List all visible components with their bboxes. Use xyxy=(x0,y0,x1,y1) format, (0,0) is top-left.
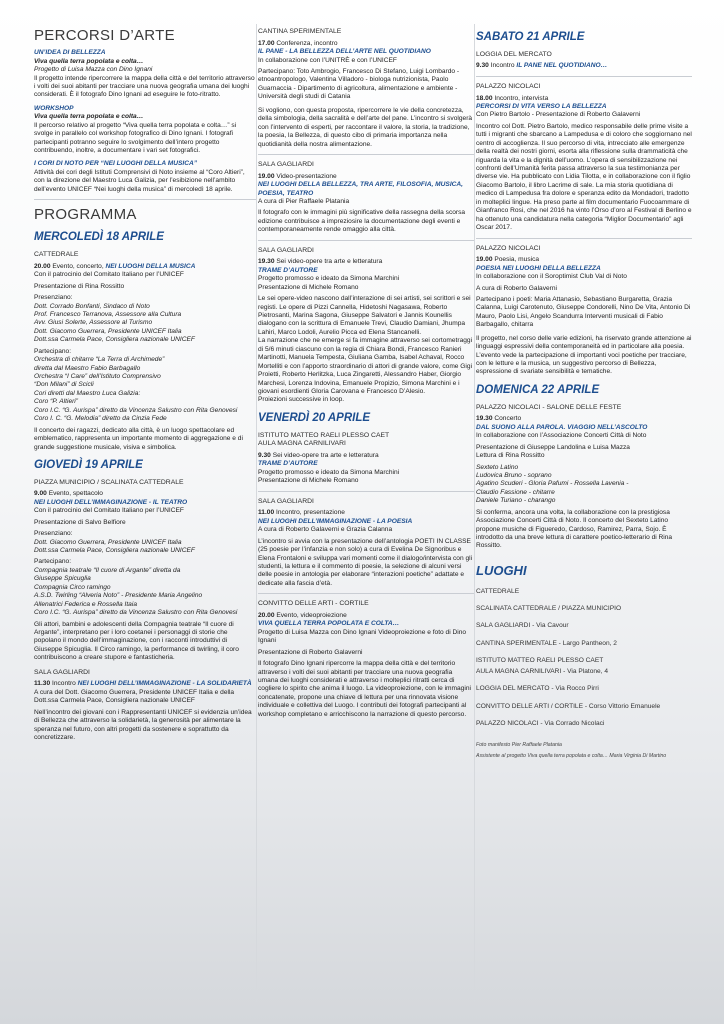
place-heading: SALA GAGLIARDI xyxy=(258,160,314,168)
event-time: 19.00 xyxy=(476,256,493,264)
divider xyxy=(258,491,474,492)
column-divider xyxy=(474,24,475,1002)
musician: Agatino Scuderi - Gloria Pafumi - Rossella Lavenia - xyxy=(476,480,629,488)
participant: diretta dal Maestro Fabio Barbagallo xyxy=(34,364,141,372)
workshop-text: Il percorso relativo al progetto “Viva quella terra popolata e colta…” si svolge in parallelo col workshop fotografico di Dino Ignani. I fotografi partecipanti potranno seguire lo svolgimento dell’intero progetto contribuendo, inoltre, a documentare i vari set fotografici. xyxy=(34,121,237,154)
luoghi-title: LUOGHI xyxy=(476,562,527,578)
event-block xyxy=(476,95,692,233)
participant: Orchestra “I Care” dell’Istituto Comprensivo xyxy=(34,373,161,381)
place-heading: LOGGIA DEL MERCATO xyxy=(476,50,552,58)
attendee: Dott. Giacomo Guerrera, Presidente UNICEF Italia xyxy=(34,327,182,335)
event-title: DAL SUONO ALLA PAROLA. VIAGGIO NELL’ASCOLTO xyxy=(476,423,648,431)
attendee: Dott.ssa Carmela Pace, Consigliera nazionale UNICEF xyxy=(34,547,195,554)
event-type: Evento, videoproiezione xyxy=(276,611,347,619)
event-time: 19.30 xyxy=(258,258,275,266)
attendees-label: Presenziano: xyxy=(34,530,73,538)
event-time: 9.00 xyxy=(34,490,47,498)
attendee: Dott.ssa Carmela Pace, Consigliera nazionale UNICEF xyxy=(34,336,195,344)
place-heading: PIAZZA MUNICIPIO / SCALINATA CATTEDRALE xyxy=(34,478,184,486)
event-time: 11.00 xyxy=(258,509,275,517)
event-block xyxy=(476,415,692,551)
day-heading: VENERDÌ 20 APRILE xyxy=(258,411,371,424)
participant: Compagnia Circo ramingo xyxy=(34,583,111,591)
programma-title: PROGRAMMA xyxy=(34,206,137,224)
event-reader: Lettura di Rina Rossitto xyxy=(476,452,545,460)
event-type: Conferenza, incontro xyxy=(276,39,338,47)
place-heading: AULA MAGNA CARNILIVARI xyxy=(258,440,346,448)
musician: Ludovica Bruno - soprano xyxy=(476,471,552,479)
event-type: Incontro, presentazione xyxy=(275,509,345,517)
event-presenter: Presentazione di Salvo Belfiore xyxy=(34,518,126,526)
event-type: Sei video-opere tra arte e letteratura xyxy=(276,258,383,266)
event-curator: A cura di Pier Raffaele Platania xyxy=(258,197,350,205)
venue-item: CATTEDRALE xyxy=(476,587,520,595)
idea-block xyxy=(34,49,256,100)
event-curator: A cura del Dott. Giacomo Guerrera, Presidente UNICEF Italia e della Dott.ssa Carmela Pace, Consigliera nazionale UNICEF xyxy=(34,688,235,705)
venue-item: LOGGIA DEL MERCATO - Via Rocco Pirri xyxy=(476,685,599,693)
event-type: Incontro xyxy=(51,680,76,688)
participant: Coro I.C. “G. Aurispa” diretto da Vincenza Salustro con Rita Genovesi xyxy=(34,406,238,414)
day-heading: MERCOLEDÌ 18 APRILE xyxy=(34,231,164,244)
event-description: Nell’incontro dei giovani con i Rappresentanti UNICEF si evidenzia un’idea di Bellezza che attraverso la solidarietà, la generosità per alimentare la speranza nel futuro, con altri progetti da sostenere e soprattutto da concretizzare. xyxy=(34,708,252,741)
event-time: 18.00 xyxy=(476,94,493,102)
event-description: Il fotografo con le immagini più significative della rassegna della scorsa edizione contribuisce a impreziosire la documentazione degli eventi e contemporaneamente rende omaggio alla città. xyxy=(258,209,466,234)
cori-heading: I CORI DI NOTO PER “NEI LUOGHI DELLA MUSICA” xyxy=(34,160,198,168)
event-description: Incontro col Dott. Pietro Bartolo, medico responsabile delle prime visite a tutti i migranti che sbarcano a Lampedusa e di coloro che soggiornano nel centro di accoglienza. Il suo percorso di vita, intrecciato alle emergenze della realtà dei nostri giorni, esorta alla riflessione sulla drammaticità che riguarda la vita e la dignità dell’uomo. L’opera di sensibilizzazione nei confronti dell’Umanità ferita passa attraverso la sua testimonianza per diverse vie. Ha pubblicato con Lidia Tilotta, e in collaborazione con il figlio Giacomo Bartolo, il libro Lacrime di sale. La mia storia quotidiana di medico di Lampedusa fra dolore e speranza edito da Mondadori, tradotto in molteplici lingue. Ha preso parte al film documentario Fuocoammare di Gianfranco Rosi, che nel 2016 ha vinto l’Orso d’oro al Festival di Berlino e ha ottenuto una candidatura nella categoria “Miglior Documentario” agli Oscar 2017. xyxy=(476,122,692,232)
event-title: TRAME D’AUTORE xyxy=(258,460,318,468)
event-title: NEI LUOGHI DELL’IMMAGINAZIONE - LA POESIA xyxy=(258,517,413,525)
event-block xyxy=(258,173,474,235)
venue-item: PALAZZO NICOLACI - Via Corrado Nicolaci xyxy=(476,720,605,727)
participant: Coro I.C. “G. Aurispa” diretto da Vincenza Salustro con Rita Genovesi xyxy=(34,609,238,617)
event-title: VIVA QUELLA TERRA POPOLATA E COLTA… xyxy=(258,620,400,628)
event-presenter: Presentazione di Rina Rossitto xyxy=(34,282,125,290)
event-block xyxy=(34,490,256,662)
divider xyxy=(34,199,256,200)
divider xyxy=(258,154,474,155)
event-description: La narrazione che ne emerge si fa immagine attraverso sei cortometraggi di 5/6 minuti ciascuno con la regia di Chiara Bondi, Francesco Ranieri Martinotti, Manuela Tempesta, Giuliana Gamba, Isabel Achaval, Rocco Mortelliti e con l’apporto straordinario di attori di grande valore, come Gigi Proietti, Roberto Herlitzka, Luca Zingaretti, Alessandro Haber, Giorgio Marchesi, Lorenza Indovina, Emanuele Propizio, Simona Marchini e i giovani esordienti Gloria Carovana e Francesco D’Alesio. xyxy=(258,337,473,395)
place-heading: SALA GAGLIARDI xyxy=(258,246,314,254)
event-presenter: Presentazione di Michele Romano xyxy=(258,283,359,291)
participant: Coro “P. Altieri” xyxy=(34,398,78,406)
event-presenter: Presentazione di Michele Romano xyxy=(258,477,359,485)
event-curator: A cura di Roberto Galaverni xyxy=(476,284,557,292)
event-title: POESIA NEI LUOGHI DELLA BELLEZZA xyxy=(476,264,601,272)
event-description: Il fotografo Dino Ignani ripercorre la mappa della città e del territorio attraverso i volti dei suoi abitanti per tracciare una nuova geografia umana dei luoghi considerati e attraverso i molteplici ritratti cerca di cogliere lo spirito che anima il luogo. La videoproiezione, con le immagini concatenate, propone una chiave di lettura per una rinnovata visione individuale e collettiva del Luogo. I contributi dei fotografi partecipanti al workshop completano e arricchiscono la narrazione di questo percorso. xyxy=(258,660,471,718)
place-heading: CATTEDRALE xyxy=(34,251,79,259)
attendee: Dott. Corrado Bonfanti, Sindaco di Noto xyxy=(34,302,150,310)
percorsi-title: PERCORSI D’ARTE xyxy=(34,27,175,44)
event-project: Progetto promosso e ideato da Simona Marchini xyxy=(258,468,400,476)
participant: Giuseppe Spicuglia xyxy=(34,575,91,583)
event-title: NEI LUOGHI DELL’IMMAGINAZIONE - IL TEATRO xyxy=(34,498,188,506)
place-heading: CONVITTO DELLE ARTI - CORTILE xyxy=(258,600,369,608)
musician: Daniele Turiano - charango xyxy=(476,497,556,505)
event-block xyxy=(258,258,474,404)
venue-item: SCALINATA CATTEDRALE / PIAZZA MUNICIPIO xyxy=(476,604,622,612)
event-time: 9.30 xyxy=(476,62,489,70)
event-participants: Partecipano: Toto Ambrogio, Francesco Di Stefano, Luigi Lombardo - etnoantropologo, Valentina Villadoro - biologa nutrizionista, Paolo Guarnaccia - Dipartimento di agricoltura, alimentazione e ambiente - Università degli studi di Catania xyxy=(258,68,460,101)
event-type: Evento, concerto xyxy=(52,262,102,270)
event-time: 17.00 xyxy=(258,39,275,47)
event-curator: A cura di Roberto Galaverni e Grazia Calanna xyxy=(258,526,393,534)
event-title: NEI LUOGHI DELLA MUSICA xyxy=(105,262,196,270)
place-heading: CANTINA SPERIMENTALE xyxy=(258,28,342,35)
divider xyxy=(476,76,692,77)
event-block xyxy=(34,680,256,742)
attendees-label: Presenziano: xyxy=(34,294,73,302)
event-time: 19.00 xyxy=(258,172,275,180)
participants-label: Partecipano: xyxy=(34,558,72,566)
participant: Allenatrici Federica e Rossella Itaia xyxy=(34,600,137,608)
day-heading: SABATO 21 APRILE xyxy=(476,31,585,43)
event-block xyxy=(476,62,692,70)
place-heading: ISTITUTO MATTEO RAELI PLESSO CAET xyxy=(258,431,390,439)
idea-project: Progetto di Luisa Mazza con Dino Ignani xyxy=(34,66,153,74)
event-participants: Partecipano i poeti: Maria Attanasio, Sebastiano Burgaretta, Grazia Calanna, Luigi Carotenuto, Giuseppe Condorelli, Nino De Vita, Antonio Di Mauro, Paolo Lisi, Angelo Scandurra Interventi musicali di Fabio Barbagallo, chitarra xyxy=(476,295,691,329)
idea-subtitle: Viva quella terra popolata e colta… xyxy=(34,57,144,65)
event-time: 20.00 xyxy=(258,611,275,619)
event-type: Incontro, intervista xyxy=(494,94,549,102)
column-right xyxy=(476,26,692,760)
venue-item: AULA MAGNA CARNILIVARI - Via Platone, 4 xyxy=(476,667,609,675)
event-title: TRAME D’AUTORE xyxy=(258,266,318,274)
venue-item: SALA GAGLIARDI - Via Cavour xyxy=(476,622,569,630)
place-heading: SALA GAGLIARDI xyxy=(34,668,90,676)
assistant-credit: Assistente al progetto Viva quella terra popolata e colta… Maria Virginia Di Martino xyxy=(476,753,667,760)
event-description: Si conferma, ancora una volta, la collaborazione con la prestigiosa Associazione Concerti Città di Noto. Il concerto del Sexteto Latino propone musiche di Figueredo, Cardoso, Ramirez, Parra, Sojo. È introdotto da una breve lettura di carattere poetico-letterario di Rina Rossitto. xyxy=(476,508,673,550)
divider xyxy=(476,238,692,239)
column-divider xyxy=(256,24,257,1002)
event-block xyxy=(476,256,692,377)
event-description: L’incontro si avvia con la presentazione dell’antologia POETI IN CLASSE (25 poesie per l’infanzia e non solo) a cura di Evelina De Signoribus e Elena Frontaloni e sviluppa vari momenti come il dialogo/intervista con gli studenti, la lettura e il commento di poesie, la selezione di alcuni versi delle poesie in antologia per elaborare “interazioni poetiche” adattate e dedicate alla fascia d’età. xyxy=(258,537,473,587)
event-description: Gli attori, bambini e adolescenti della Compagnia teatrale “Il cuore di Argante”, interpretano per i loro coetanei i personaggi di storie che popolano il mondo dell’immaginazione, con i racconti introduttivi di Giuseppe Spicuglia. Il Circo ramingo, la performance di twirling, il coro contribuiscono a creare stupore e fantasticheria. xyxy=(34,620,239,662)
photo-credit: Foto manifesto Pier Raffaele Platania xyxy=(476,742,562,749)
event-title: NEI LUOGHI DELL’IMMAGINAZIONE - LA SOLIDARIETÀ xyxy=(77,680,252,688)
cori-block xyxy=(34,160,256,194)
attendee: Avv. Giusi Solerte, Assessore al Turismo xyxy=(34,319,153,327)
participant: Cori diretti dal Maestro Luca Galizia: xyxy=(34,389,141,397)
event-patronage: Con il patrocinio del Comitato Italiano per l’UNICEF xyxy=(34,271,184,279)
ensemble-name: Sexteto Latino xyxy=(476,463,519,471)
participant: Compagnia teatrale “Il cuore di Argante” diretta da xyxy=(34,566,181,574)
day-heading: DOMENICA 22 APRILE xyxy=(476,383,600,396)
event-presenter: Presentazione di Giuseppe Landolina e Luisa Mazza xyxy=(476,443,630,451)
event-collaboration: In collaborazione con il Soroptimist Club Val di Noto xyxy=(476,273,627,281)
event-title: NEI LUOGHI DELLA BELLEZZA, TRA ARTE, FILOSOFIA, MUSICA, POESIA, TEATRO xyxy=(258,181,464,197)
divider xyxy=(258,240,474,241)
event-type: Video-presentazione xyxy=(276,172,337,180)
place-heading: SALA GAGLIARDI xyxy=(258,497,314,505)
event-block: 20.00 Evento, concerto, NEI LUOGHI DELLA MUSICA Con il patrocinio del Comitato Italiano per l’UNICEF Presentazione di Rina Rossitto Presenziano: Dott. Corrado Bonfanti, Sindaco di Noto Prof. Francesco Terranova, Assessore alla Cultura Avv. Giusi Solerte, Assessore al Turismo Dott. Giacomo Guerrera, Presidente UNICEF Italia Dott.ssa Carmela Pace, Consigliera nazionale UNICEF Partecipano: Orchestra di chitarre “La Terra di Archimede” diretta dal Maestro Fabio Barbagallo Orchestra “I Care” dell’Istituto Comprensivo “Don Milani” di Scicli Cori diretti dal Maestro Luca Galizia: Coro “P. Altieri” Coro I.C. “G. Aurispa” diretto da Vincenza Salustro con Rita Genovesi Coro I. C. “G. Melodia” diretto da Cinzia Fede Il concerto dei ragazzi, dedicato alla città, è un luogo spettacolare ed emblematico, rappresenta un importante momento di aggregazione e di grande suggestione musicale, visiva e simbolica. xyxy=(34,263,256,452)
event-type: Concerto xyxy=(494,415,522,423)
event-title: PERCORSI DI VITA VERSO LA BELLEZZA xyxy=(476,102,607,110)
event-project: Progetto promosso e ideato da Simona Marchini xyxy=(258,275,400,283)
place-heading: PALAZZO NICOLACI xyxy=(476,82,541,90)
event-type: Incontro xyxy=(490,62,515,70)
participant: Orchestra di chitarre “La Terra di Archimede” xyxy=(34,356,165,364)
event-title: IL PANE NEL QUOTIDIANO… xyxy=(516,62,608,70)
event-collaboration: In collaborazione con l’Associazione Concerti Città di Noto xyxy=(476,432,647,440)
event-collaboration: In collaborazione con l’UNITRÈ e con l’UNICEF xyxy=(258,56,397,64)
event-type: Sei video-opere tra arte e letteratura xyxy=(272,451,379,459)
venue-item: CONVITTO DELLE ARTI / CORTILE - Corso Vittorio Emanuele xyxy=(476,702,661,710)
event-time: 11.30 xyxy=(34,680,51,688)
event-project: Progetto di Luisa Mazza con Dino Ignani Videoproiezione e foto di Dino Ignani xyxy=(258,628,467,645)
place-heading: PALAZZO NICOLACI - SALONE DELLE FESTE xyxy=(476,403,622,411)
event-block xyxy=(258,452,474,486)
musician: Claudio Fassione - chitarre xyxy=(476,488,555,496)
attendee: Prof. Francesco Terranova, Assessore alla Cultura xyxy=(34,310,182,318)
event-note: Proiezioni successive in loop. xyxy=(258,396,345,404)
workshop-block xyxy=(34,105,256,156)
event-time: 19.30 xyxy=(476,415,493,423)
divider xyxy=(258,593,474,594)
event-description: Il progetto, nel corso delle varie edizioni, ha riservato grande attenzione ai linguaggi espressivi della contemporaneità ed in particolare alla poesia. L’evento vede la partecipazione di importanti voci poetiche per tracciare, con le letture e la musica, un suggestivo percorso di Bellezza, espressione di svariate sensibilità e tematiche. xyxy=(476,334,692,376)
event-block xyxy=(258,40,474,149)
column-middle xyxy=(258,26,474,724)
event-patronage: Con il patrocinio del Comitato Italiano per l’UNICEF xyxy=(34,507,184,515)
day-heading: GIOVEDÌ 19 APRILE xyxy=(34,458,143,471)
attendee: Dott. Giacomo Guerrera, Presidente UNICEF Italia xyxy=(34,538,182,546)
venue-list xyxy=(476,588,692,729)
cori-text: Attività dei cori degli Istituti Comprensivi di Noto insieme al “Coro Altieri”, con la direzione del Maestro Luca Galizia, per l’esibizione nell’ambito dell’evento UNICEF “Nei luoghi della musica” di mercoledì 18 aprile. xyxy=(34,168,245,193)
event-block xyxy=(258,509,474,588)
event-description: Si vogliono, con questa proposta, ripercorrere le vie della concretezza, della simbologia, della sacralità e dell’arte del pane. L’incontro si svolgerà con l’intervento di esperti, per raccontare il valore, la storia, la tradizione, la poesia, la Bellezza, di questo cibo di primaria importanza nella quotidianità della nostra alimentazione. xyxy=(258,106,473,148)
participants-label: Partecipano: xyxy=(34,347,72,355)
event-type: Evento, spettacolo xyxy=(48,490,103,498)
event-time: 20.00 xyxy=(34,262,51,270)
event-title: IL PANE - LA BELLEZZA DELL’ARTE NEL QUOTIDIANO xyxy=(258,48,431,56)
event-type: Poesia, musica xyxy=(494,256,540,264)
idea-heading: UN’IDEA DI BELLEZZA xyxy=(34,49,106,57)
place-heading: PALAZZO NICOLACI xyxy=(476,244,541,252)
event-description: Il concerto dei ragazzi, dedicato alla città, è un luogo spettacolare ed emblematico, rappresenta un importante momento di aggregazione e di grande suggestione musicale, visiva e simbolica. xyxy=(34,426,243,451)
event-presenter: Presentazione di Roberto Galaverni xyxy=(258,648,363,656)
participant: Coro I. C. “G. Melodia” diretto da Cinzia Fede xyxy=(34,415,167,423)
workshop-heading: WORKSHOP xyxy=(34,104,74,112)
event-block xyxy=(258,612,474,719)
participant: “Don Milani” di Scicli xyxy=(34,381,94,389)
venue-item: ISTITUTO MATTEO RAELI PLESSO CAET xyxy=(476,657,604,665)
column-left xyxy=(34,26,256,747)
participant: A.S.D. Twirling “Alveria Noto” - Presidente Maria Angelino xyxy=(34,592,203,600)
event-guest: Con Pietro Bartolo - Presentazione di Roberto Galaverni xyxy=(476,111,641,119)
event-description: Le sei opere-video nascono dall’interazione di sei artisti, sei scrittori e sei registi. Le opere di Pizzi Cannella, Hidetoshi Nagasawa, Roberto Pietrosanti, Marina Sagona, Giuseppe Salvatori e Jannis Kounellis dialogano con la scrittura di Emanuele Trevi, Claudio Damiani, Jhumpa Lahiri, Marco Lodoli, Aurelio Picca ed Elena Stancanelli. xyxy=(258,295,471,336)
venue-item: CANTINA SPERIMENTALE - Largo Pantheon, 2 xyxy=(476,639,617,647)
workshop-subtitle: Viva quella terra popolata e colta… xyxy=(34,113,144,121)
idea-text: Il progetto intende ripercorrere la mappa della città e del territorio attraverso i volti dei suoi abitanti per tracciare una nuova geografia umana dei luoghi considerati. È il fotografo Dino Ignani ad eseguire le foto-ritratto. xyxy=(34,74,255,99)
event-time: 9.30 xyxy=(258,451,271,459)
